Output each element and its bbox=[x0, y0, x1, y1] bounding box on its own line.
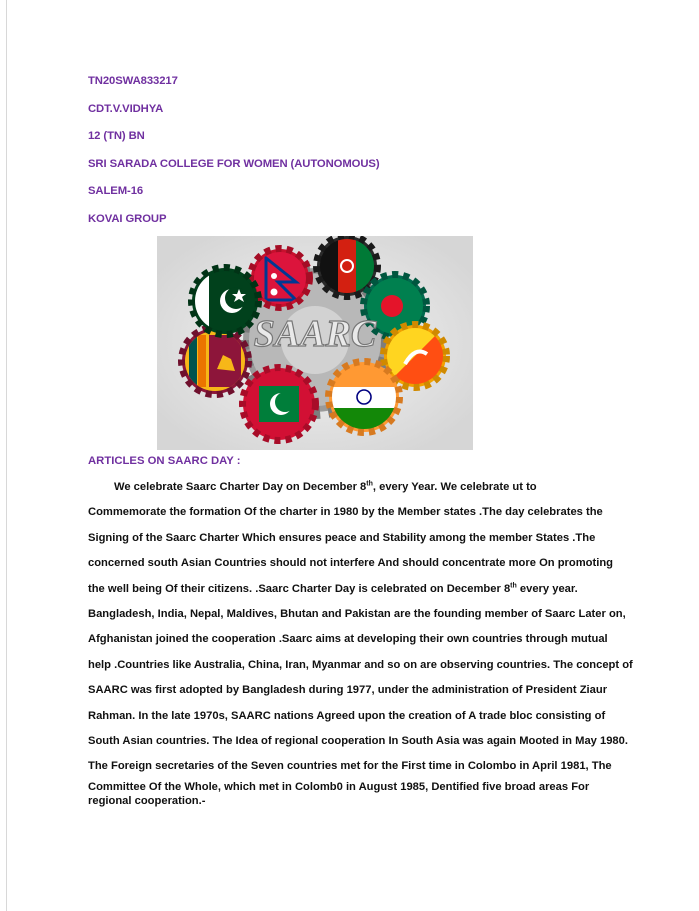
afghanistan-flag-gear bbox=[317, 236, 377, 296]
registration-number: TN20SWA833217 bbox=[88, 75, 178, 87]
article-line: regional cooperation.- bbox=[88, 794, 206, 807]
article-line: Signing of the Saarc Charter Which ensures peace and Stability among the member States .The bbox=[88, 531, 596, 544]
page-edge bbox=[6, 0, 7, 911]
article-line: Committee Of the Whole, which met in Colomb0 in August 1985, Dentified five broad areas For bbox=[88, 780, 590, 793]
city: SALEM-16 bbox=[88, 185, 144, 197]
pakistan-flag-gear bbox=[192, 268, 258, 334]
india-flag-gear bbox=[329, 362, 399, 432]
article-line: Rahman. In the late 1970s, SAARC nations Agreed upon the creation of A trade bloc consisting of bbox=[88, 709, 606, 722]
saarc-logo-text: SAARC bbox=[253, 313, 377, 355]
article-line: We celebrate Saarc Charter Day on December 8th, every Year. We celebrate ut to bbox=[114, 480, 537, 493]
article-body bbox=[88, 475, 648, 808]
sri-lanka-flag-gear bbox=[182, 328, 248, 394]
article-line: South Asian countries. The Idea of regional cooperation In South Asia was again Mooted in May 1980. bbox=[88, 735, 628, 748]
nepal-flag-gear bbox=[251, 249, 309, 307]
article-line: The Foreign secretaries of the Seven countries met for the First time in Colombo in April 1981, The bbox=[88, 760, 612, 773]
article-line: the well being Of their citizens. .Saarc Charter Day is celebrated on December 8th every year. bbox=[88, 581, 578, 595]
article-line: concerned south Asian Countries should not interfere And should concentrate more On promoting bbox=[88, 557, 614, 570]
saarc-logo-image bbox=[157, 236, 473, 450]
battalion: 12 (TN) BN bbox=[88, 130, 145, 142]
document-header bbox=[88, 72, 648, 237]
article-line: Commemorate the formation Of the charter in 1980 by the Member states .The day celebrates the bbox=[88, 506, 603, 519]
article-title: ARTICLES ON SAARC DAY : bbox=[88, 455, 241, 467]
article-line: Afghanistan joined the cooperation .Saarc aims at developing their own countries through mutual bbox=[88, 633, 608, 646]
article-line: SAARC was first adopted by Bangladesh during 1977, under the administration of President Ziaur bbox=[88, 684, 608, 697]
college-name: SRI SARADA COLLEGE FOR WOMEN (AUTONOMOUS) bbox=[88, 157, 380, 170]
article-line: help .Countries like Australia, China, Iran, Myanmar and so on are observing countries. The concept of bbox=[88, 658, 633, 671]
maldives-flag-gear bbox=[243, 368, 315, 440]
cadet-name: CDT.V.VIDHYA bbox=[88, 102, 164, 115]
article-line: Bangladesh, India, Nepal, Maldives, Bhutan and Pakistan are the founding member of Saarc Later on, bbox=[88, 608, 626, 621]
group-name: KOVAI GROUP bbox=[88, 212, 167, 225]
saarc-gears-illustration bbox=[157, 236, 473, 450]
